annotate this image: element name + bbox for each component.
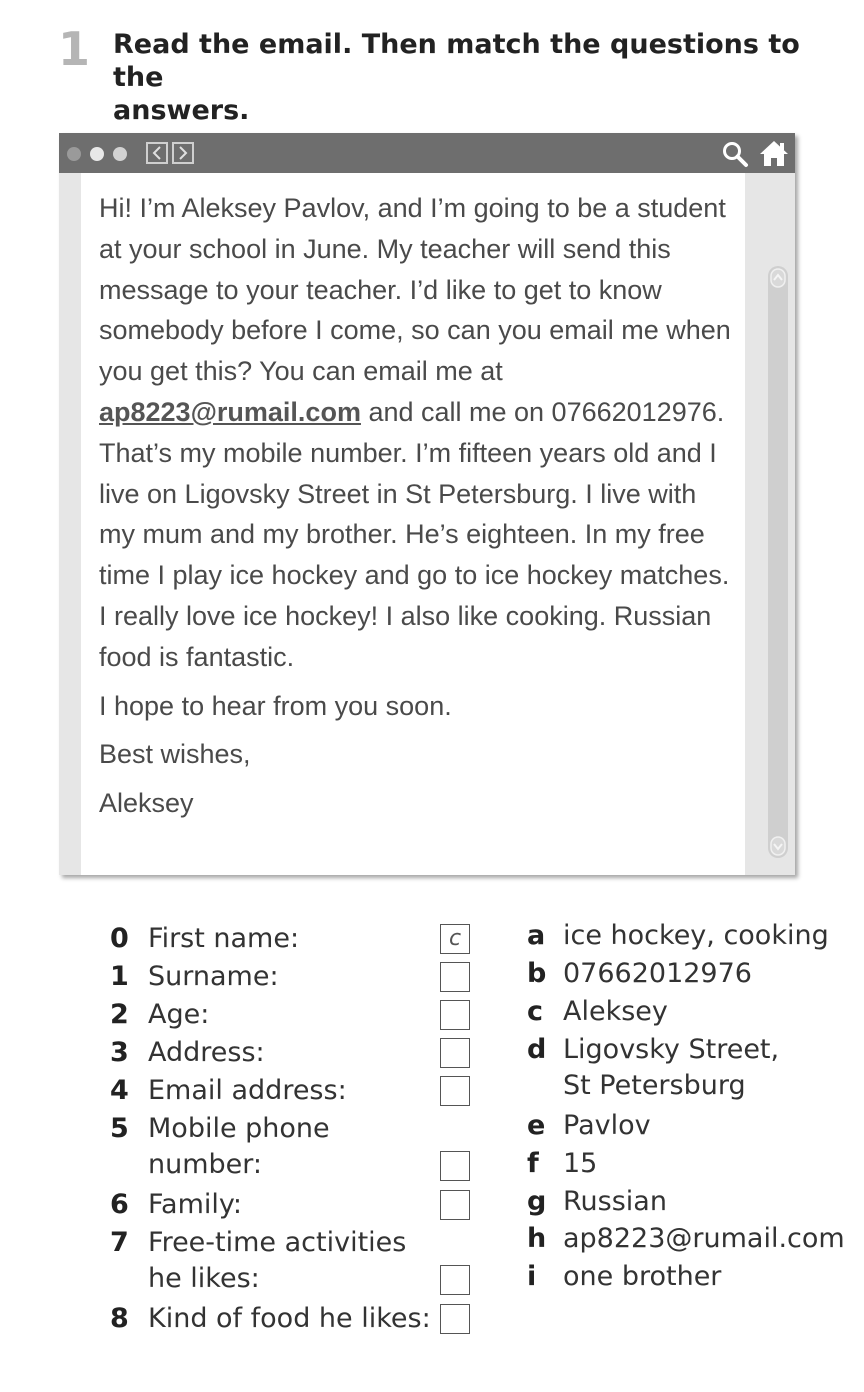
- back-button[interactable]: [146, 142, 168, 164]
- answer-box[interactable]: [440, 1000, 470, 1030]
- email-signature: Aleksey: [99, 788, 194, 819]
- email-paragraph: [99, 188, 739, 678]
- question-label: [148, 1225, 406, 1297]
- answer-text: Aleksey: [563, 996, 668, 1027]
- email-content-pane[interactable]: [81, 173, 745, 875]
- question-number: 8: [110, 1303, 129, 1334]
- email-text: Hi! I’m Aleksey Pavlov, and I’m going to be a student at your school in June. My teacher will send this message to your teacher. I’d like to get to know somebody before I come, so can you email me when you get this? You can email me at: [99, 193, 731, 387]
- question-number: 3: [110, 1037, 129, 1068]
- question-label: [148, 1111, 330, 1183]
- question-number: 5: [110, 1113, 129, 1144]
- question-label-line: he likes:: [148, 1263, 260, 1294]
- exercise-number: 1: [58, 22, 91, 76]
- answer-letter: b: [527, 958, 547, 989]
- question-label: Family:: [148, 1189, 243, 1220]
- instruction-line-1: Read the email. Then match the questions to the: [113, 29, 800, 93]
- answer-letter: i: [527, 1261, 537, 1292]
- question-number: 6: [110, 1189, 129, 1220]
- answer-box[interactable]: [440, 1038, 470, 1068]
- question-label-line: number:: [148, 1149, 262, 1180]
- question-label: Age:: [148, 999, 210, 1030]
- answer-box[interactable]: [440, 1304, 470, 1334]
- scroll-up-icon[interactable]: [770, 268, 786, 288]
- answer-letter: a: [527, 920, 546, 951]
- answer-text-line: Ligovsky Street,: [563, 1034, 780, 1065]
- search-icon[interactable]: [721, 140, 749, 168]
- question-number: 0: [110, 923, 129, 954]
- question-number: 4: [110, 1075, 129, 1106]
- question-label: Email address:: [148, 1075, 347, 1106]
- question-label-line: Free-time activities: [148, 1227, 407, 1258]
- answer-box[interactable]: [440, 1265, 470, 1295]
- browser-window: [59, 133, 795, 875]
- instruction-line-2: answers.: [113, 95, 250, 126]
- window-dot-icon[interactable]: [90, 147, 104, 161]
- email-address-link[interactable]: ap8223@rumail.com: [99, 396, 361, 427]
- answer-text: 07662012976: [563, 958, 752, 989]
- answer-box[interactable]: c: [440, 924, 470, 954]
- question-number: 2: [110, 999, 129, 1030]
- answer-letter: d: [527, 1034, 547, 1065]
- question-label-line: Mobile phone: [148, 1113, 330, 1144]
- answer-text: ap8223@rumail.com: [563, 1223, 845, 1254]
- forward-button[interactable]: [172, 142, 194, 164]
- email-sign-off: Best wishes,: [99, 739, 251, 770]
- browser-titlebar: [59, 133, 795, 173]
- answer-text: 15: [563, 1148, 598, 1179]
- forward-arrow-icon: [177, 146, 189, 160]
- answer-letter: h: [527, 1223, 547, 1254]
- email-body: [99, 188, 739, 832]
- back-arrow-icon: [151, 146, 163, 160]
- answer-text: ice hockey, cooking: [563, 920, 829, 951]
- question-number: 1: [110, 961, 129, 992]
- scrollbar[interactable]: [768, 266, 788, 858]
- answer-text: Pavlov: [563, 1110, 651, 1141]
- answer-letter: f: [527, 1148, 539, 1179]
- home-icon[interactable]: [759, 139, 789, 167]
- answer-text: Russian: [563, 1186, 667, 1217]
- window-dot-icon[interactable]: [67, 147, 81, 161]
- question-label: Surname:: [148, 961, 279, 992]
- answer-letter: c: [527, 996, 544, 1027]
- answer-box[interactable]: [440, 962, 470, 992]
- email-text: and call me on 07662012976. That’s my mobile number. I’m fifteen years old and I live on Ligovsky Street in St Petersburg. I live with my mum and my brother. He’s eighteen. In my free time I play ice hockey and go to ice hockey matches. I really love ice hockey! I also like cooking. Russian food is fantastic.: [99, 396, 730, 672]
- exercise-instruction: [113, 28, 833, 127]
- answer-letter: g: [527, 1186, 547, 1217]
- answer-box[interactable]: [440, 1190, 470, 1220]
- question-number: 7: [110, 1227, 129, 1258]
- question-label: First name:: [148, 923, 300, 954]
- question-label: Kind of food he likes:: [148, 1303, 431, 1334]
- answer-text: one brother: [563, 1261, 722, 1292]
- answer-text-line: St Petersburg: [563, 1070, 746, 1101]
- question-label: Address:: [148, 1037, 265, 1068]
- answer-letter: e: [527, 1110, 546, 1141]
- scroll-down-icon[interactable]: [770, 836, 786, 856]
- window-dot-icon[interactable]: [113, 147, 127, 161]
- answer-box[interactable]: [440, 1151, 470, 1181]
- email-closing-line: I hope to hear from you soon.: [99, 690, 452, 721]
- answer-text: [563, 1032, 779, 1104]
- answer-box[interactable]: [440, 1076, 470, 1106]
